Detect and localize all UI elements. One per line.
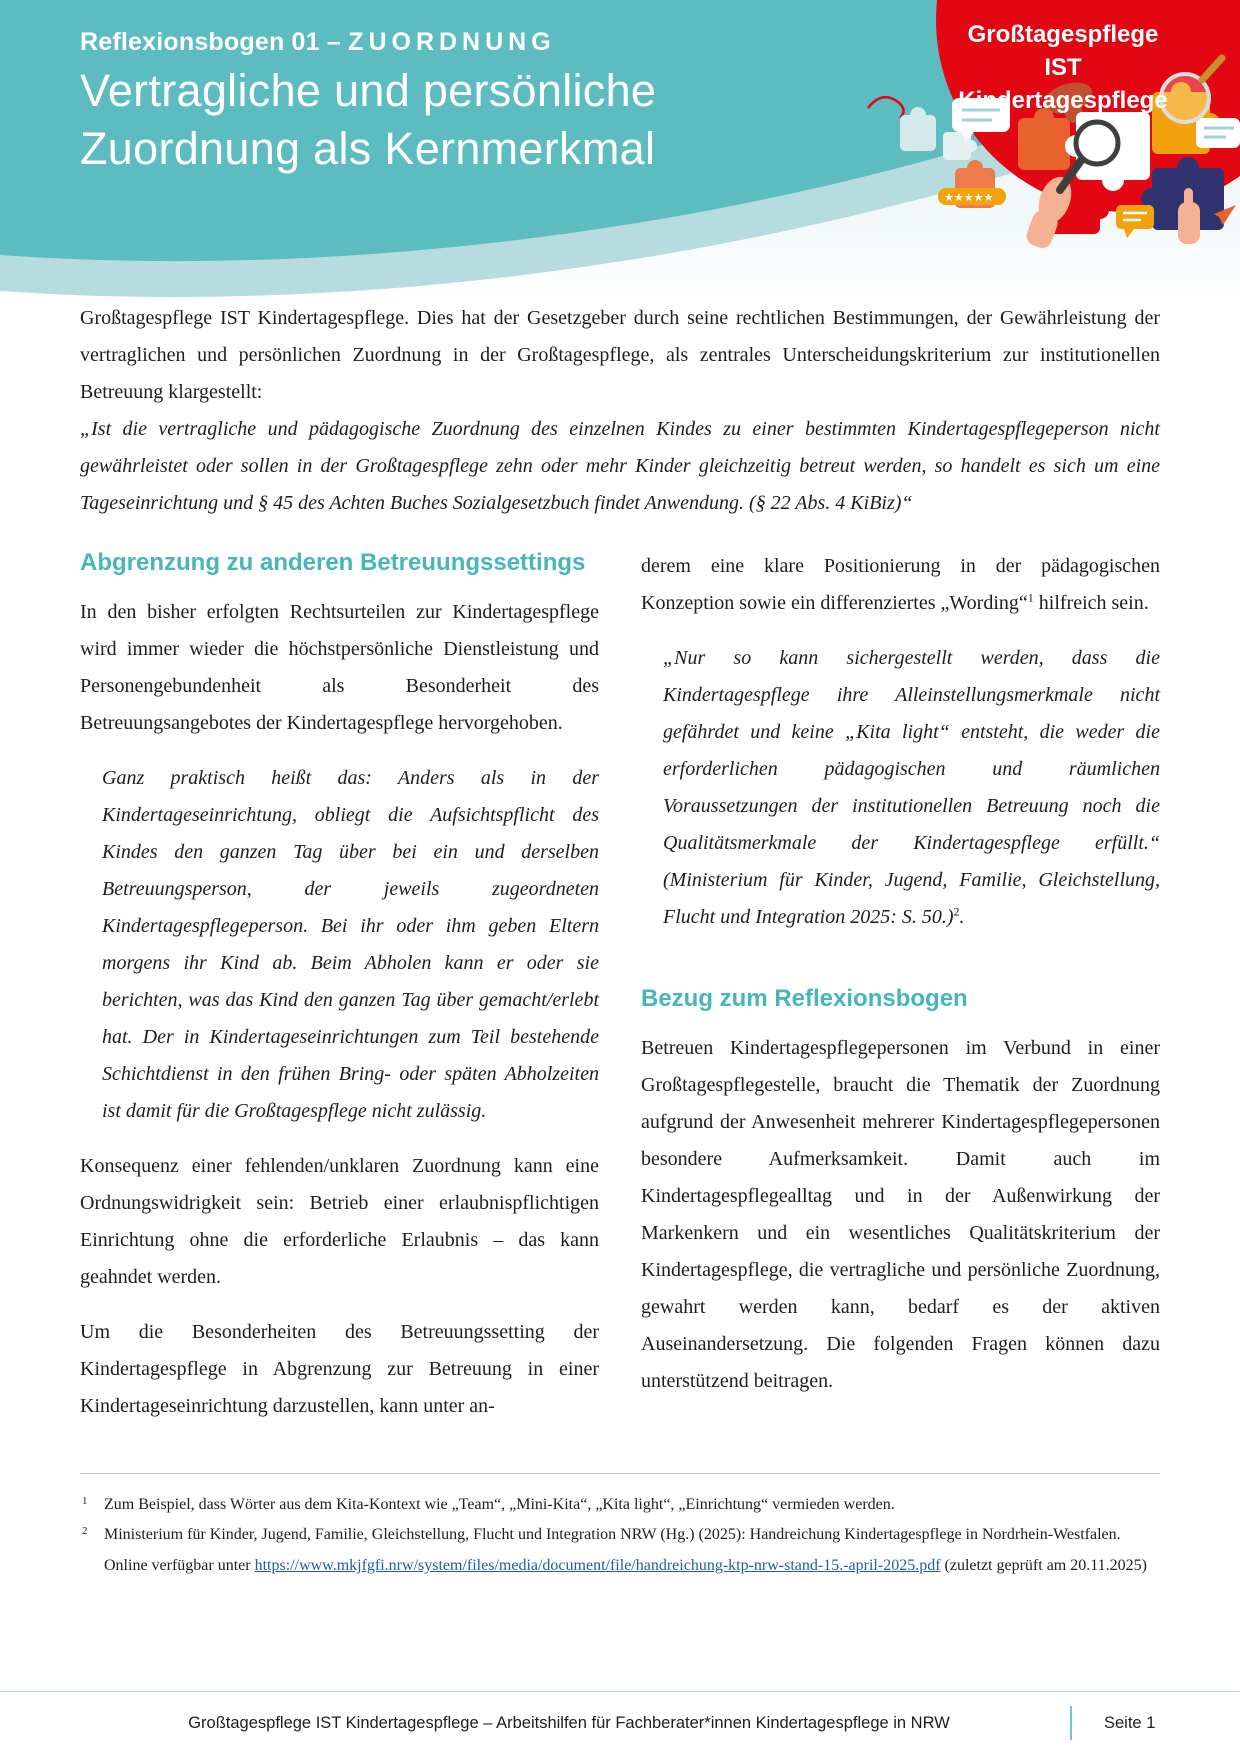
footnote-marker: 2 <box>82 1525 88 1538</box>
footnote-ref-1: 1 <box>1027 590 1034 605</box>
footnote-marker: 1 <box>82 1495 88 1507</box>
footnote-text: (zuletzt geprüft am 20.11.2025) <box>940 1556 1147 1574</box>
page-title-line1: Vertragliche und persönliche <box>80 65 657 116</box>
quote-text: . <box>959 906 965 928</box>
svg-text:★★★★★: ★★★★★ <box>944 191 994 204</box>
body-paragraph: Konsequenz einer fehlenden/unklaren Zuordnung kann eine Ordnungswidrigkeit sein: Betrieb einer erlaubnispflichtigen Einrichtung ohne die erforderliche Erlaubnis – das kann geahndet werden. <box>80 1155 599 1288</box>
footnote-text: Ministerium für Kinder, Jugend, Familie, Gleichstellung, Flucht und Integration NRW (Hg.) (2025): Handreichung Kindertagespflege in Nordrhein-Westfalen. Online verfügbar unter <box>104 1526 1121 1574</box>
footer-divider <box>1070 1706 1072 1740</box>
section-heading-abgrenzung: Abgrenzung zu anderen Betreuungssettings <box>80 549 586 576</box>
body-paragraph: Betreuen Kindertagespflegepersonen im Verbund in einer Großtagespflegestelle, braucht die Thematik der Zuordnung aufgrund der Anwesenheit mehrerer Kindertagespflegepersonen besondere Aufmerksamkeit. Damit auch im Kindertagespflegealltag und in der Außenwirkung der Markenkern und ein wesentliches Qualitätskriterium der Kindertagespflege, die vertragliche und persönliche Zuordnung, gewahrt werden kann, bedarf es der aktiven Auseinandersetzung. Die folgenden Fragen können dazu unterstützend beitragen. <box>641 1037 1160 1392</box>
paragraph-text: derem eine klare Positionierung in der pädagogischen Konzeption sowie ein differenziertes „Wording“ <box>641 555 1160 614</box>
badge-line2: Kindertagespflege <box>958 87 1168 114</box>
intro-paragraph: Großtagespflege IST Kindertagespflege. Dies hat der Gesetzgeber durch seine rechtlichen Bestimmungen, der Gewährleistung der vertraglichen und persönlichen Zuordnung in der Großtagespflege, als zentrales Unterscheidungskriterium zur institutionellen Betreuung klargestellt: <box>80 307 1160 403</box>
badge-line1: Großtagespflege IST <box>967 21 1159 81</box>
column-left <box>80 548 599 1443</box>
page-header <box>0 0 1240 300</box>
kicker <box>80 28 556 57</box>
footnotes <box>80 1473 1160 1581</box>
section-heading-bezug: Bezug zum Reflexionsbogen <box>641 985 968 1012</box>
column-right <box>641 548 1160 1443</box>
footnote-2 <box>80 1520 1160 1581</box>
page-title <box>80 62 656 178</box>
quote-text: „Nur so kann sichergestellt werden, dass die Kindertagespflege ihre Alleinstellungsmerkmale nicht gefährdet und keine „Kita light“ entsteht, die weder die erforderlichen pädagogischen und räumlichen Voraussetzungen der institutionellen Betreuung noch die Qualitätsmerkmale der Kindertagespflege erfüllt.“ (Ministerium für Kinder, Jugend, Familie, Gleichstellung, Flucht und Integration 2025: S. 50.) <box>663 647 1160 928</box>
page-number: Seite 1 <box>1104 1713 1156 1732</box>
quote-block <box>641 640 1160 936</box>
kicker-emphasis: ZUORDNUNG <box>348 28 556 56</box>
footnote-1 <box>80 1490 1160 1520</box>
paragraph-text: hilfreich sein. <box>1033 592 1149 614</box>
badge <box>952 18 1174 117</box>
body-paragraph <box>641 548 1160 622</box>
page-footer <box>0 1691 1240 1754</box>
page-body <box>0 300 1240 1691</box>
footnote-ref-2: 2 <box>953 904 960 919</box>
quote-block: Ganz praktisch heißt das: Anders als in der Kindertageseinrichtung, obliegt die Aufsichtspflicht des Kindes den ganzen Tag über bei ein und derselben Betreuungsperson, der jeweils zugeordneten Kindertagespflegeperson. Bei ihr oder ihm geben Eltern morgens ihr Kind ab. Beim Abholen kann er oder sie berichten, was das Kind den ganzen Tag über gemacht/erlebt hat. Der in Kindertageseinrichtungen zum Teil bestehende Schichtdienst in den frühen Bring- oder späten Abholzeiten ist damit für die Großtagespflege nicht zulässig. <box>102 767 599 1122</box>
two-column-layout <box>80 548 1160 1443</box>
intro-quote: „Ist die vertragliche und pädagogische Zuordnung des einzelnen Kindes zu einer bestimmten Kindertagespflegeperson nicht gewährleistet oder sollen in der Großtagespflege zehn oder mehr Kinder gleichzeitig betreut werden, so handelt es sich um eine Tageseinrichtung und § 45 des Achten Buches Sozialgesetzbuch findet Anwendung. (§ 22 Abs. 4 KiBiz)“ <box>80 418 1160 514</box>
stars-icon <box>938 188 1006 205</box>
body-paragraph: In den bisher erfolgten Rechtsurteilen zur Kindertagespflege wird immer wieder die höchstpersönliche Dienstleistung und Personengebundenheit als Besonderheit des Betreuungsangebotes der Kindertagespflege hervorgehoben. <box>80 601 599 734</box>
page-title-line2: Zuordnung als Kernmerkmal <box>80 123 656 174</box>
body-paragraph: Um die Besonderheiten des Betreuungssetting der Kindertagespflege in Abgrenzung zur Betreuung in einer Kindertageseinrichtung darzustellen, kann unter an- <box>80 1321 599 1417</box>
footer-text: Großtagespflege IST Kindertagespflege – Arbeitshilfen für Fachberater*innen Kindertagespflege in NRW <box>188 1713 950 1732</box>
speech-bubble-icon <box>1196 118 1240 148</box>
kicker-prefix: Reflexionsbogen 01 – <box>80 28 349 56</box>
footnote-text: Zum Beispiel, dass Wörter aus dem Kita-Kontext wie „Team“, „Mini-Kita“, „Kita light“, „Einrichtung“ vermieden werden. <box>104 1496 895 1513</box>
footnote-link[interactable]: https://www.mkjfgfi.nrw/system/files/media/document/file/handreichung-ktp-nrw-stand-15.-april-2025.pdf <box>254 1556 941 1574</box>
